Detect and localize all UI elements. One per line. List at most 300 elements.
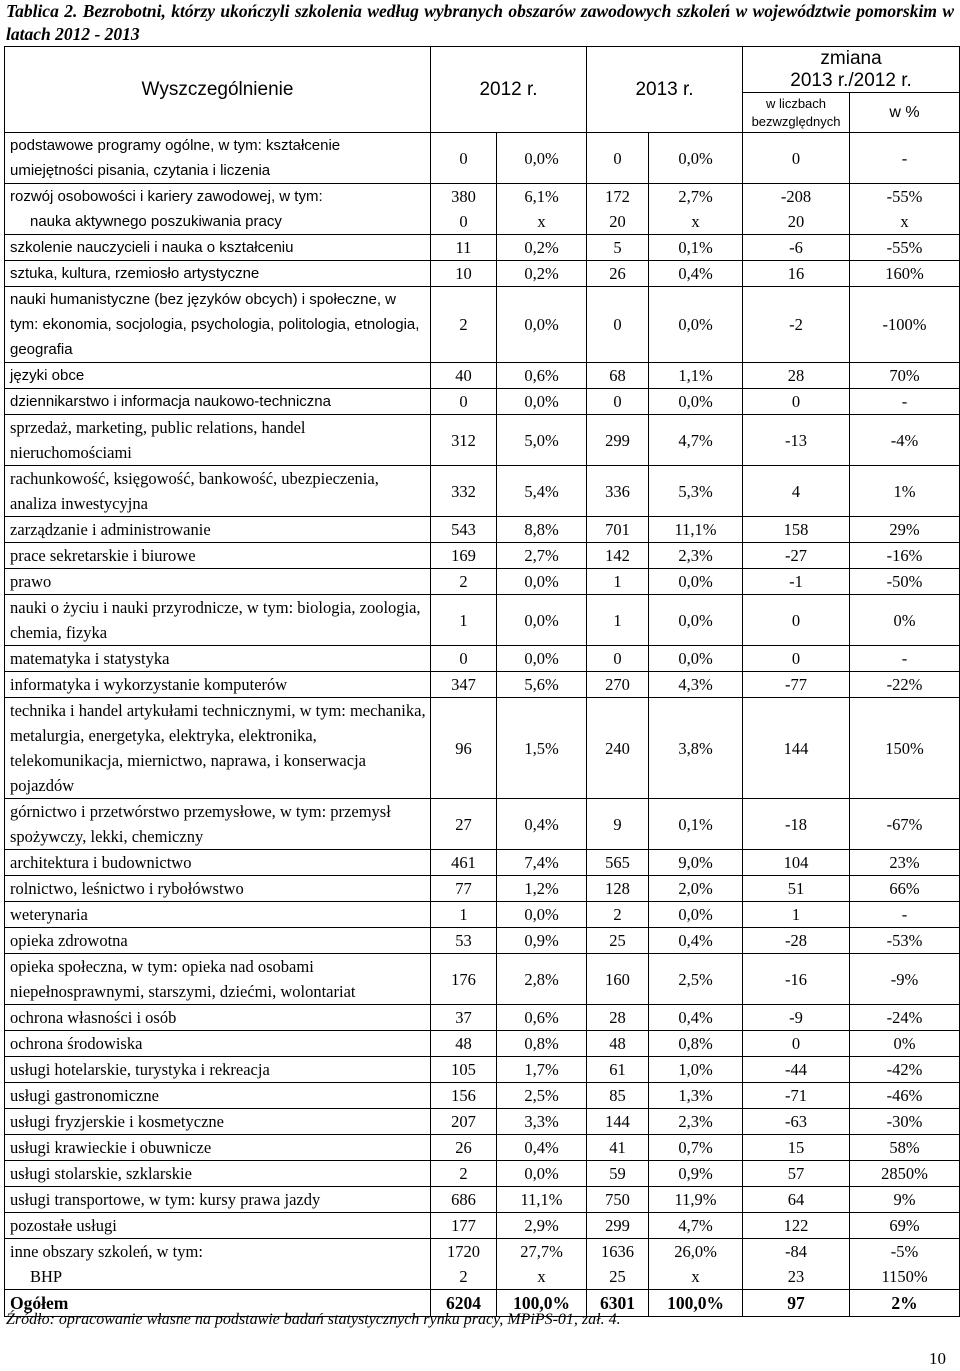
table-cell (431, 1161, 497, 1187)
cell-value: 0,8% (678, 1034, 713, 1053)
cell-value: 26 (609, 264, 626, 283)
table-row (5, 1161, 960, 1187)
row-label (5, 235, 431, 261)
table-cell (431, 363, 497, 389)
table-cell (743, 698, 850, 799)
cell-value: 0,9% (678, 1164, 713, 1183)
table-cell (431, 1187, 497, 1213)
table-cell (497, 1213, 587, 1239)
row-label-text: usługi krawieckie i obuwnicze (10, 1138, 212, 1157)
row-label-text: usługi gastronomiczne (10, 1086, 159, 1105)
header-change-years: 2013 r./2012 r. (790, 69, 912, 91)
cell-value: 59 (609, 1164, 626, 1183)
table-row (5, 1031, 960, 1057)
table-cell (649, 850, 743, 876)
row-label-text: zarządzanie i administrowanie (10, 520, 211, 539)
table-cell (743, 569, 850, 595)
cell-value: 58% (889, 1138, 920, 1157)
row-label-text: sprzedaż, marketing, public relations, handel nieruchomościami (10, 418, 306, 462)
table-cell (431, 133, 497, 184)
row-label (5, 466, 431, 517)
cell-value: 0,0% (524, 392, 559, 411)
table-cell (743, 415, 850, 466)
cell-value: 156 (451, 1086, 476, 1105)
cell-value: 2 (459, 1164, 468, 1183)
table-cell (649, 1135, 743, 1161)
table-cell (850, 389, 960, 415)
table-cell (850, 1213, 960, 1239)
row-label (5, 954, 431, 1005)
table-cell (743, 184, 850, 235)
cell-subvalue: x (691, 1267, 700, 1286)
row-label-text: rachunkowość, księgowość, bankowość, ubezpieczenia, analiza inwestycyjna (10, 469, 379, 513)
table-cell (743, 133, 850, 184)
table-cell (431, 954, 497, 1005)
cell-value: -30% (886, 1112, 923, 1131)
table-cell (587, 799, 649, 850)
row-label-text: języki obce (10, 367, 85, 384)
cell-value: 176 (451, 969, 476, 989)
cell-value: 0% (893, 1034, 916, 1053)
cell-value: 48 (455, 1034, 472, 1053)
cell-value: 2,3% (678, 546, 713, 565)
cell-value: 5 (613, 238, 622, 257)
header-label: Wyszczególnienie (5, 47, 431, 133)
cell-value: -84 (785, 1242, 808, 1261)
table-cell (649, 184, 743, 235)
cell-value: 332 (451, 481, 476, 501)
cell-value: 3,8% (678, 738, 713, 758)
table-cell (587, 1239, 649, 1290)
table-row (5, 569, 960, 595)
table-cell (497, 1057, 587, 1083)
table-cell (587, 1005, 649, 1031)
cell-value: 5,4% (524, 481, 559, 501)
row-label (5, 287, 431, 363)
table-row (5, 698, 960, 799)
table-cell (649, 876, 743, 902)
table-cell (743, 1187, 850, 1213)
cell-value: 41 (609, 1138, 626, 1157)
cell-value: -50% (886, 572, 923, 591)
row-label (5, 1239, 431, 1290)
cell-value: -55% (886, 238, 923, 257)
cell-value: 0,0% (524, 905, 559, 924)
table-cell (743, 466, 850, 517)
cell-value: 0 (613, 649, 622, 668)
table-cell (587, 466, 649, 517)
cell-value: -13 (785, 430, 808, 450)
header-absolute: w liczbach bezwzględnych (743, 93, 850, 133)
table-row (5, 595, 960, 646)
cell-value: 177 (451, 1216, 476, 1235)
cell-value: -6 (789, 238, 803, 257)
table-cell (743, 261, 850, 287)
cell-value: 2,3% (678, 1112, 713, 1131)
table-cell (587, 1135, 649, 1161)
cell-value: 0,6% (524, 366, 559, 385)
cell-value: 1,7% (524, 1060, 559, 1079)
table-cell (497, 543, 587, 569)
table-cell (850, 1109, 960, 1135)
row-label-text: rolnictwo, leśnictwo i rybołówstwo (10, 879, 244, 898)
row-label (5, 698, 431, 799)
table-cell (497, 261, 587, 287)
row-label-text: technika i handel artykułami technicznymi, w tym: mechanika, metalurgia, energetyka, elektryka, elektronika, telekomunikacja, miernictwo, naprawa, i konserwacja pojazdów (10, 701, 426, 795)
table-row (5, 954, 960, 1005)
cell-subvalue: x (537, 212, 546, 231)
table-cell (649, 1005, 743, 1031)
cell-value: -42% (886, 1060, 923, 1079)
table-cell (649, 287, 743, 363)
cell-value: 128 (605, 879, 630, 898)
table-cell (743, 876, 850, 902)
table-cell (850, 799, 960, 850)
row-label-text: weterynaria (10, 905, 88, 924)
cell-value: -5% (890, 1242, 919, 1261)
cell-value: -9 (789, 1008, 803, 1027)
total-cell: 6301 (587, 1290, 649, 1317)
row-label-text: usługi hotelarskie, turystyka i rekreacja (10, 1060, 270, 1079)
table-cell (649, 1057, 743, 1083)
cell-value: 0 (459, 148, 468, 168)
table-cell (497, 184, 587, 235)
table-cell (497, 928, 587, 954)
table-cell (431, 928, 497, 954)
table-cell (497, 466, 587, 517)
cell-value: -44 (785, 1060, 808, 1079)
table-cell (850, 876, 960, 902)
header-year-2013: 2013 r. (587, 47, 743, 133)
table-cell (850, 543, 960, 569)
table-cell (649, 415, 743, 466)
table-row (5, 850, 960, 876)
table-cell (743, 287, 850, 363)
cell-value: 347 (451, 675, 476, 694)
row-label (5, 928, 431, 954)
cell-value: 2,0% (678, 879, 713, 898)
data-table (4, 46, 960, 1317)
cell-value: 1,5% (524, 738, 559, 758)
table-cell (743, 595, 850, 646)
table-cell (850, 287, 960, 363)
cell-value: -28 (785, 931, 808, 950)
cell-value: 0 (791, 610, 801, 630)
cell-value: 565 (605, 853, 630, 872)
row-label (5, 261, 431, 287)
row-label-text: usługi transportowe, w tym: kursy prawa jazdy (10, 1190, 321, 1209)
row-label (5, 1109, 431, 1135)
cell-value: 104 (783, 853, 809, 872)
cell-value: 16 (787, 264, 805, 283)
cell-value: 0,0% (678, 148, 713, 168)
cell-value: 2,7% (678, 187, 713, 206)
cell-value: 5,6% (524, 675, 559, 694)
cell-value: 28 (609, 1008, 626, 1027)
cell-subvalue: 20 (609, 212, 626, 231)
table-cell (850, 1239, 960, 1290)
cell-value: 2,5% (678, 969, 713, 989)
table-cell (743, 1031, 850, 1057)
cell-value: 64 (787, 1190, 805, 1209)
cell-value: 1720 (447, 1242, 480, 1261)
cell-value: 0,0% (678, 392, 713, 411)
cell-value: 10 (455, 264, 472, 283)
table-cell (431, 1135, 497, 1161)
table-cell (850, 1057, 960, 1083)
row-label (5, 569, 431, 595)
cell-subvalue: 23 (787, 1267, 805, 1286)
table-row (5, 466, 960, 517)
table-cell (587, 415, 649, 466)
cell-value: 0,0% (524, 649, 559, 668)
row-label-text: usługi stolarskie, szklarskie (10, 1164, 192, 1183)
table-cell (743, 954, 850, 1005)
cell-value: 2 (459, 315, 468, 334)
table-cell (587, 287, 649, 363)
table-cell (431, 1031, 497, 1057)
cell-value: 7,4% (524, 853, 559, 872)
cell-value: 0,9% (524, 931, 559, 950)
table-cell (431, 261, 497, 287)
table-cell (850, 1031, 960, 1057)
table-cell (743, 1213, 850, 1239)
table-cell (850, 902, 960, 928)
table-cell (743, 850, 850, 876)
cell-value: - (901, 905, 908, 924)
table-cell (850, 466, 960, 517)
table-caption: Tablica 2. Bezrobotni, którzy ukończyli szkolenia według wybranych obszarów zawodowych szkoleń w województwie pomorskim w latach 2012 - 2013 (6, 1, 954, 44)
table-cell (431, 184, 497, 235)
table-cell (587, 543, 649, 569)
table-cell (649, 1187, 743, 1213)
row-label-text: pozostałe usługi (10, 1216, 117, 1235)
table-cell (497, 1161, 587, 1187)
cell-value: - (901, 392, 908, 411)
table-cell (850, 235, 960, 261)
cell-value: 0,2% (524, 238, 559, 257)
table-cell (587, 363, 649, 389)
cell-value: 0 (613, 392, 622, 411)
table-cell (497, 595, 587, 646)
table-row (5, 184, 960, 235)
row-label (5, 133, 431, 184)
cell-value: 0 (459, 649, 468, 668)
cell-value: -208 (780, 187, 812, 206)
table-cell (743, 1057, 850, 1083)
cell-value: 461 (451, 853, 476, 872)
table-cell (743, 902, 850, 928)
cell-value: 1,2% (524, 879, 559, 898)
cell-value: 9 (613, 814, 622, 834)
header-percent: w % (850, 93, 960, 133)
table-cell (743, 646, 850, 672)
table-cell (649, 569, 743, 595)
cell-value: 2,5% (524, 1086, 559, 1105)
cell-value: -46% (886, 1086, 923, 1105)
cell-value: 11,1% (674, 520, 717, 539)
cell-value: -27 (785, 546, 808, 565)
table-row (5, 902, 960, 928)
cell-value: 686 (451, 1190, 476, 1209)
total-label: Ogółem (5, 1290, 431, 1317)
table-cell (431, 672, 497, 698)
table-cell (649, 1213, 743, 1239)
table-cell (587, 1161, 649, 1187)
cell-value: 270 (605, 675, 630, 694)
table-cell (587, 1187, 649, 1213)
cell-value: - (901, 148, 908, 168)
cell-subvalue: 2 (459, 1267, 468, 1286)
table-cell (743, 799, 850, 850)
cell-value: 0 (791, 649, 801, 668)
row-label-text: matematyka i statystyka (10, 649, 170, 668)
table-cell (497, 235, 587, 261)
table-cell (649, 133, 743, 184)
table-cell (587, 569, 649, 595)
cell-value: 0,4% (678, 1008, 713, 1027)
cell-value: 8,8% (524, 520, 559, 539)
table-row (5, 1109, 960, 1135)
table-cell (431, 876, 497, 902)
cell-value: 0 (459, 392, 468, 411)
table-cell (587, 1213, 649, 1239)
table-cell (497, 287, 587, 363)
table-cell (497, 876, 587, 902)
row-label-text: opieka zdrowotna (10, 931, 128, 950)
table-row (5, 235, 960, 261)
cell-value: - (901, 649, 908, 668)
cell-value: 0,0% (524, 148, 559, 168)
page-number: 10 (929, 1349, 946, 1368)
cell-value: 11,9% (674, 1190, 717, 1209)
row-label-text: prace sekretarskie i biurowe (10, 546, 196, 565)
cell-value: 2 (613, 905, 622, 924)
cell-value: 0 (791, 392, 801, 411)
table-cell (431, 646, 497, 672)
cell-value: -24% (886, 1008, 923, 1027)
table-cell (850, 363, 960, 389)
row-label (5, 1187, 431, 1213)
cell-value: 27,7% (520, 1242, 563, 1261)
row-label (5, 1057, 431, 1083)
table-cell (850, 517, 960, 543)
cell-value: 11,1% (520, 1190, 563, 1209)
cell-value: 299 (605, 430, 630, 450)
table-cell (431, 1109, 497, 1135)
row-label (5, 1135, 431, 1161)
cell-value: 1 (791, 905, 801, 924)
table-cell (743, 543, 850, 569)
total-cell: 100,0% (649, 1290, 743, 1317)
cell-value: 2 (459, 572, 468, 591)
table-cell (743, 1135, 850, 1161)
row-label-text: opieka społeczna, w tym: opieka nad osobami niepełnosprawnymi, starszymi, dziećmi, wolontariat (10, 957, 356, 1001)
table-cell (587, 850, 649, 876)
cell-value: 2,7% (524, 546, 559, 565)
table-cell (431, 235, 497, 261)
table-cell (743, 1239, 850, 1290)
table-cell (497, 1109, 587, 1135)
table-cell (431, 799, 497, 850)
cell-value: 336 (605, 481, 630, 501)
table-cell (497, 363, 587, 389)
table-cell (431, 287, 497, 363)
table-row (5, 363, 960, 389)
table-row (5, 1135, 960, 1161)
cell-value: 299 (605, 1216, 630, 1235)
cell-value: 142 (605, 546, 630, 565)
row-label (5, 646, 431, 672)
cell-value: 0,0% (524, 315, 559, 334)
row-label-text: nauki humanistyczne (bez języków obcych) i społeczne, w tym: ekonomia, socjologia, psychologia, politologia, etnologia, geografia (10, 291, 420, 358)
row-label (5, 1083, 431, 1109)
cell-value: 0,0% (678, 905, 713, 924)
cell-value: 0 (791, 148, 801, 168)
cell-value: 66% (889, 879, 920, 898)
table-cell (431, 1239, 497, 1290)
table-row (5, 1005, 960, 1031)
cell-value: -77 (785, 675, 808, 694)
table-cell (497, 569, 587, 595)
table-body (5, 133, 960, 1290)
row-sublabel-text: BHP (30, 1267, 63, 1286)
table-cell (649, 1239, 743, 1290)
cell-value: 1,1% (678, 366, 713, 385)
table-cell (850, 1005, 960, 1031)
cell-value: 0 (791, 1034, 801, 1053)
cell-value: 0,7% (678, 1138, 713, 1157)
cell-value: 28 (787, 366, 805, 385)
row-label (5, 517, 431, 543)
table-cell (587, 1083, 649, 1109)
cell-value: -100% (882, 315, 927, 334)
cell-value: 380 (451, 187, 476, 206)
cell-value: 160 (605, 969, 630, 989)
cell-value: -71 (785, 1086, 808, 1105)
row-label-text: podstawowe programy ogólne, w tym: kształcenie umiejętności pisania, czytania i liczenia (10, 137, 341, 179)
row-label-text: usługi fryzjerskie i kosmetyczne (10, 1112, 224, 1131)
cell-value: 37 (455, 1008, 472, 1027)
row-label (5, 1031, 431, 1057)
cell-value: 172 (605, 187, 630, 206)
row-label-text: ochrona własności i osób (10, 1008, 177, 1027)
cell-value: 207 (451, 1112, 476, 1131)
table-row (5, 1187, 960, 1213)
total-cell: 97 (743, 1290, 850, 1317)
table-cell (431, 698, 497, 799)
cell-value: 0,1% (678, 238, 713, 257)
row-label (5, 902, 431, 928)
cell-value: 1636 (601, 1242, 635, 1261)
row-label-text: rozwój osobowości i kariery zawodowej, w tym: (10, 188, 323, 205)
cell-value: 1 (613, 572, 622, 591)
cell-value: 0,0% (678, 649, 713, 668)
header-change-title: zmiana (820, 47, 882, 69)
total-cell: 100,0% (497, 1290, 587, 1317)
table-cell (587, 646, 649, 672)
cell-value: 0 (613, 148, 622, 168)
cell-subvalue: x (691, 212, 700, 231)
table-cell (649, 672, 743, 698)
table-row (5, 1239, 960, 1290)
table-cell (850, 646, 960, 672)
table-cell (649, 954, 743, 1005)
cell-value: 9,0% (678, 853, 713, 872)
table-cell (649, 363, 743, 389)
cell-value: -1 (789, 572, 803, 591)
table-cell (587, 133, 649, 184)
